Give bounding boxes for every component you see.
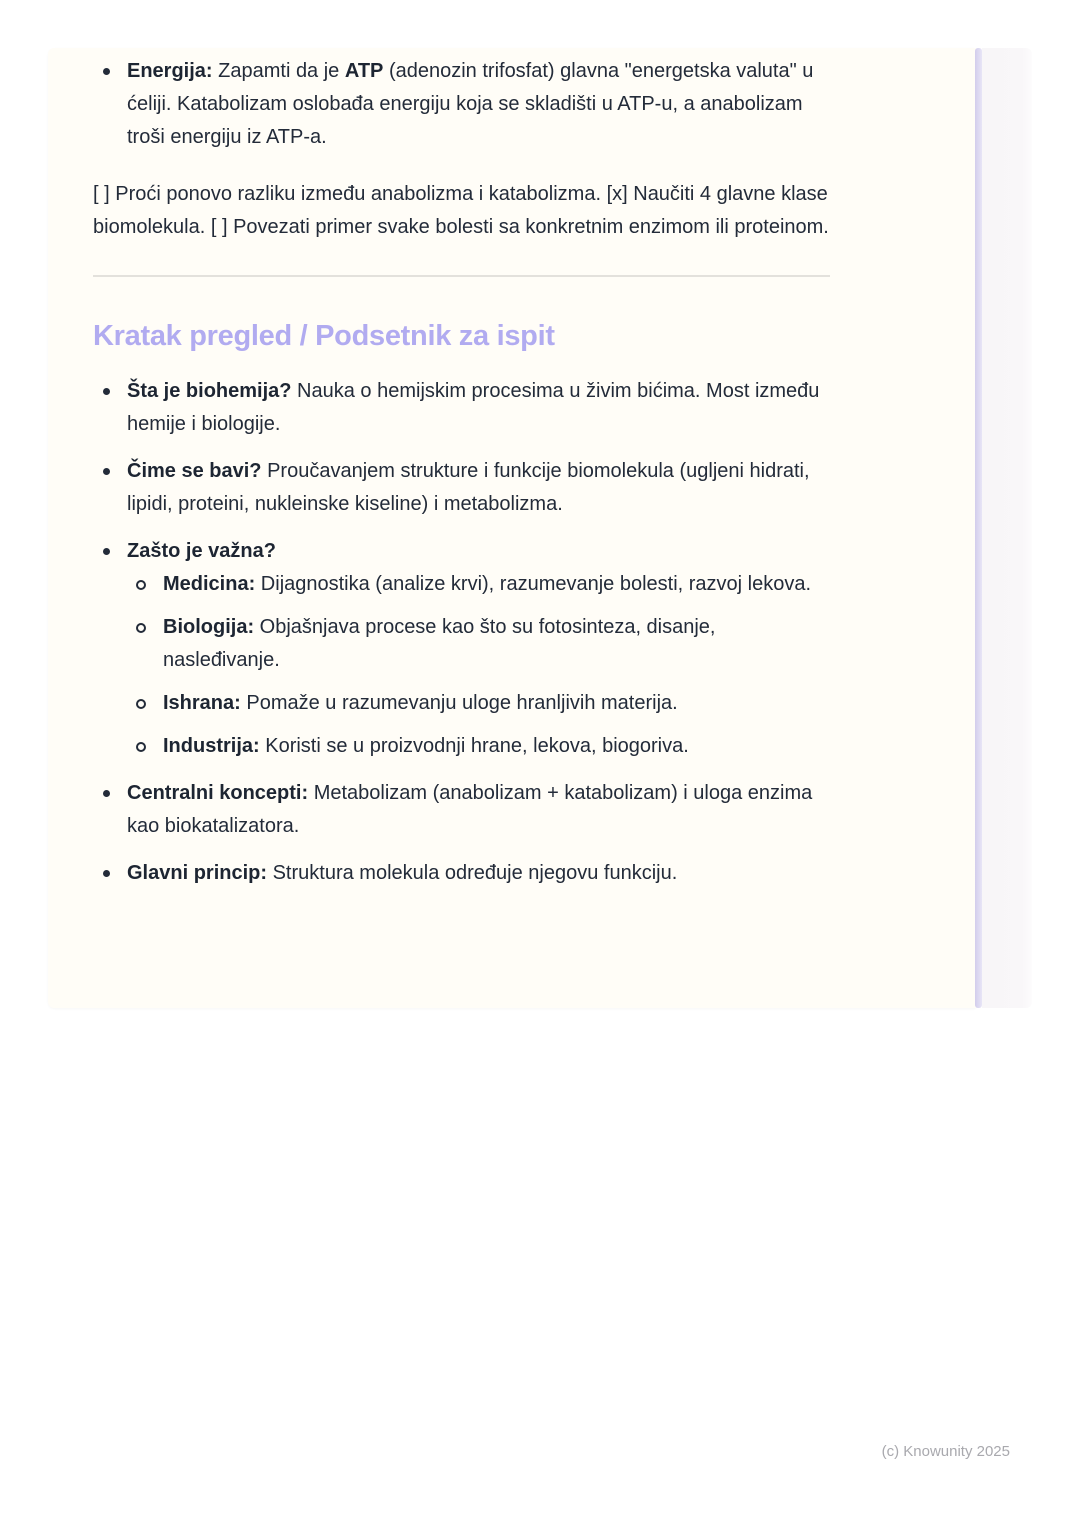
list-item-text: Zapamti da je [212, 60, 345, 82]
sub-item-ishrana [127, 687, 830, 720]
sub-item-text: Objašnjava procese kao što su fotosinteza, disanje, nasleđivanje. [163, 616, 716, 671]
sub-item-medicina [127, 568, 830, 601]
term-biologija: Biologija: [163, 616, 255, 638]
list-item-centralni-koncepti [93, 777, 830, 843]
sub-item-biologija [127, 611, 830, 677]
importance-sub-list [127, 568, 830, 763]
term-centralni-koncepti: Centralni koncepti: [127, 782, 309, 804]
term-sta-je-biohemija: Šta je biohemija? [127, 380, 292, 402]
page-edge-accent-line [975, 48, 982, 1008]
term-cime-se-bavi: Čime se bavi? [127, 460, 262, 482]
list-item-text: Nauka o hemijskim procesima u živim bićima. Most između hemije i biologije. [127, 380, 820, 435]
term-zasto-je-vazna: Zašto je važna? [127, 540, 276, 562]
sub-item-text: Dijagnostika (analize krvi), razumevanje bolesti, razvoj lekova. [255, 573, 812, 595]
sub-item-text: Pomaže u razumevanju uloge hranljivih materija. [240, 692, 678, 714]
section-divider [93, 275, 830, 277]
list-item-text: (adenozin trifosfat) glavna "energetska valuta" u ćeliji. Katabolizam oslobađa energiju koja se skladišti u ATP-u, a anabolizam troši energiju iz ATP-a. [127, 60, 814, 148]
copyright-footer: (c) Knowunity 2025 [881, 1443, 1010, 1460]
term-energija: Energija: [127, 60, 213, 82]
list-item-cime-se-bavi [93, 455, 830, 521]
next-page-sliver [982, 48, 1032, 1008]
list-item-text: Struktura molekula određuje njegovu funkciju. [267, 862, 678, 884]
list-item-sta-je-biohemija [93, 375, 830, 441]
term-ishrana: Ishrana: [163, 692, 241, 714]
list-item-glavni-princip [93, 857, 830, 890]
term-medicina: Medicina: [163, 573, 256, 595]
summary-list [93, 375, 830, 890]
checklist-paragraph: [ ] Proći ponovo razliku između anabolizma i katabolizma. [x] Naučiti 4 glavne klase biomolekula. [ ] Povezati primer svake bolesti sa konkretnim enzimom ili proteinom. [93, 183, 829, 238]
list-item-zasto-je-vazna [93, 535, 830, 763]
term-glavni-princip: Glavni princip: [127, 862, 268, 884]
list-item-energija [93, 55, 830, 154]
list-item-text: Proučavanjem strukture i funkcije biomolekula (ugljeni hidrati, lipidi, proteini, nukleinske kiseline) i metabolizma. [127, 460, 810, 515]
notes-list-top [93, 55, 830, 154]
section-heading: Kratak pregled / Podsetnik za ispit [93, 320, 555, 352]
sub-item-text: Koristi se u proizvodnji hrane, lekova, biogoriva. [259, 735, 689, 757]
document-page[interactable] [48, 48, 976, 1008]
term-industrija: Industrija: [163, 735, 260, 757]
sub-item-industrija [127, 730, 830, 763]
term-atp: ATP [344, 60, 384, 82]
list-item-text: Metabolizam (anabolizam + katabolizam) i uloga enzima kao biokatalizatora. [127, 782, 813, 837]
